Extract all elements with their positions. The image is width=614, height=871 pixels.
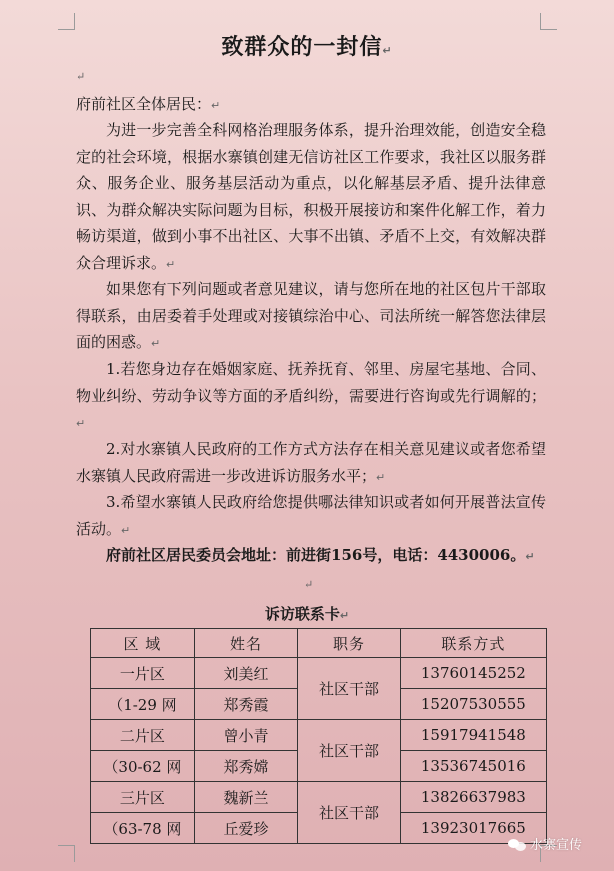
phone-cell: 13760145252 — [400, 658, 546, 689]
header-contact: 联系方式 — [400, 629, 546, 658]
role-cell: 社区干部 — [298, 658, 400, 720]
area-cell: 二片区 — [91, 720, 195, 751]
name-cell: 丘爱珍 — [194, 813, 297, 844]
table-row — [91, 782, 547, 813]
phone-cell: 13536745016 — [400, 751, 546, 782]
role-cell: 社区干部 — [298, 782, 400, 844]
page-corner-mark — [540, 13, 557, 30]
watermark — [508, 834, 582, 853]
item-1: 1.若您身边存在婚姻家庭、抚养抚育、邻里、房屋宅基地、合同、物业纠纷、劳动争议等方面的矛盾纠纷，需要进行咨询或先行调解的；↵ — [76, 360, 546, 430]
address-line: 府前社区居民委员会地址：前进街156号，电话：4430006。↵ — [106, 546, 535, 564]
phone-cell: 15207530555 — [400, 689, 546, 720]
header-role: 职务 — [298, 629, 400, 658]
area-range-cell: （63-78 网 — [91, 813, 195, 844]
item-3: 3.希望水寨镇人民政府给您提供哪法律知识或者如何开展普法宣传活动。↵ — [76, 493, 546, 538]
paragraph-mark: ↵ — [76, 70, 86, 83]
table-header-row — [91, 629, 547, 658]
letter-title: 致群众的一封信↵ — [221, 34, 393, 60]
table-row — [91, 720, 547, 751]
item-2: 2.对水寨镇人民政府的工作方式方法存在相关意见建议或者您希望水寨镇人民政府需进一步改进诉访服务水平；↵ — [76, 440, 546, 485]
phone-cell: 13923017665 — [400, 813, 546, 844]
name-cell: 郑秀霞 — [194, 689, 297, 720]
contact-card-table — [90, 628, 547, 844]
card-title: 诉访联系卡↵ — [264, 605, 350, 623]
header-area: 区 域 — [91, 629, 195, 658]
paragraph-2: 如果您有下列问题或者意见建议，请与您所在地的社区包片干部取得联系，由居委着手处理或对接镇综治中心、司法所统一解答您法律层面的困惑。↵ — [76, 280, 546, 351]
phone-cell: 15917941548 — [400, 720, 546, 751]
page-corner-mark — [58, 845, 75, 862]
paragraph-mark: ↵ — [304, 578, 314, 591]
watermark-text: 水寨宣传 — [530, 838, 583, 853]
table-row — [91, 658, 547, 689]
page-corner-mark — [58, 13, 75, 30]
name-cell: 曾小青 — [194, 720, 297, 751]
area-range-cell: （30-62 网 — [91, 751, 195, 782]
salutation: 府前社区全体居民：↵ — [76, 95, 221, 113]
paragraph-1: 为进一步完善全科网格治理服务体系，提升治理效能，创造安全稳定的社会环境，根据水寨镇创建无信访社区工作要求，我社区以服务群众、服务企业、服务基层活动为重点，以化解基层矛盾、提升法律意识、为群众解决实际问题为目标，积极开展接访和案件化解工作，着力畅访渠道，做到小事不出社区、大事不出镇、矛盾不上交，有效解决群众合理诉求。↵ — [76, 121, 546, 272]
header-name: 姓名 — [194, 629, 297, 658]
area-cell: 一片区 — [91, 658, 195, 689]
phone-cell: 13826637983 — [400, 782, 546, 813]
area-cell: 三片区 — [91, 782, 195, 813]
wechat-icon — [508, 837, 526, 851]
role-cell: 社区干部 — [298, 720, 400, 782]
name-cell: 刘美红 — [194, 658, 297, 689]
name-cell: 魏新兰 — [194, 782, 297, 813]
name-cell: 郑秀嫦 — [194, 751, 297, 782]
area-range-cell: （1-29 网 — [91, 689, 195, 720]
